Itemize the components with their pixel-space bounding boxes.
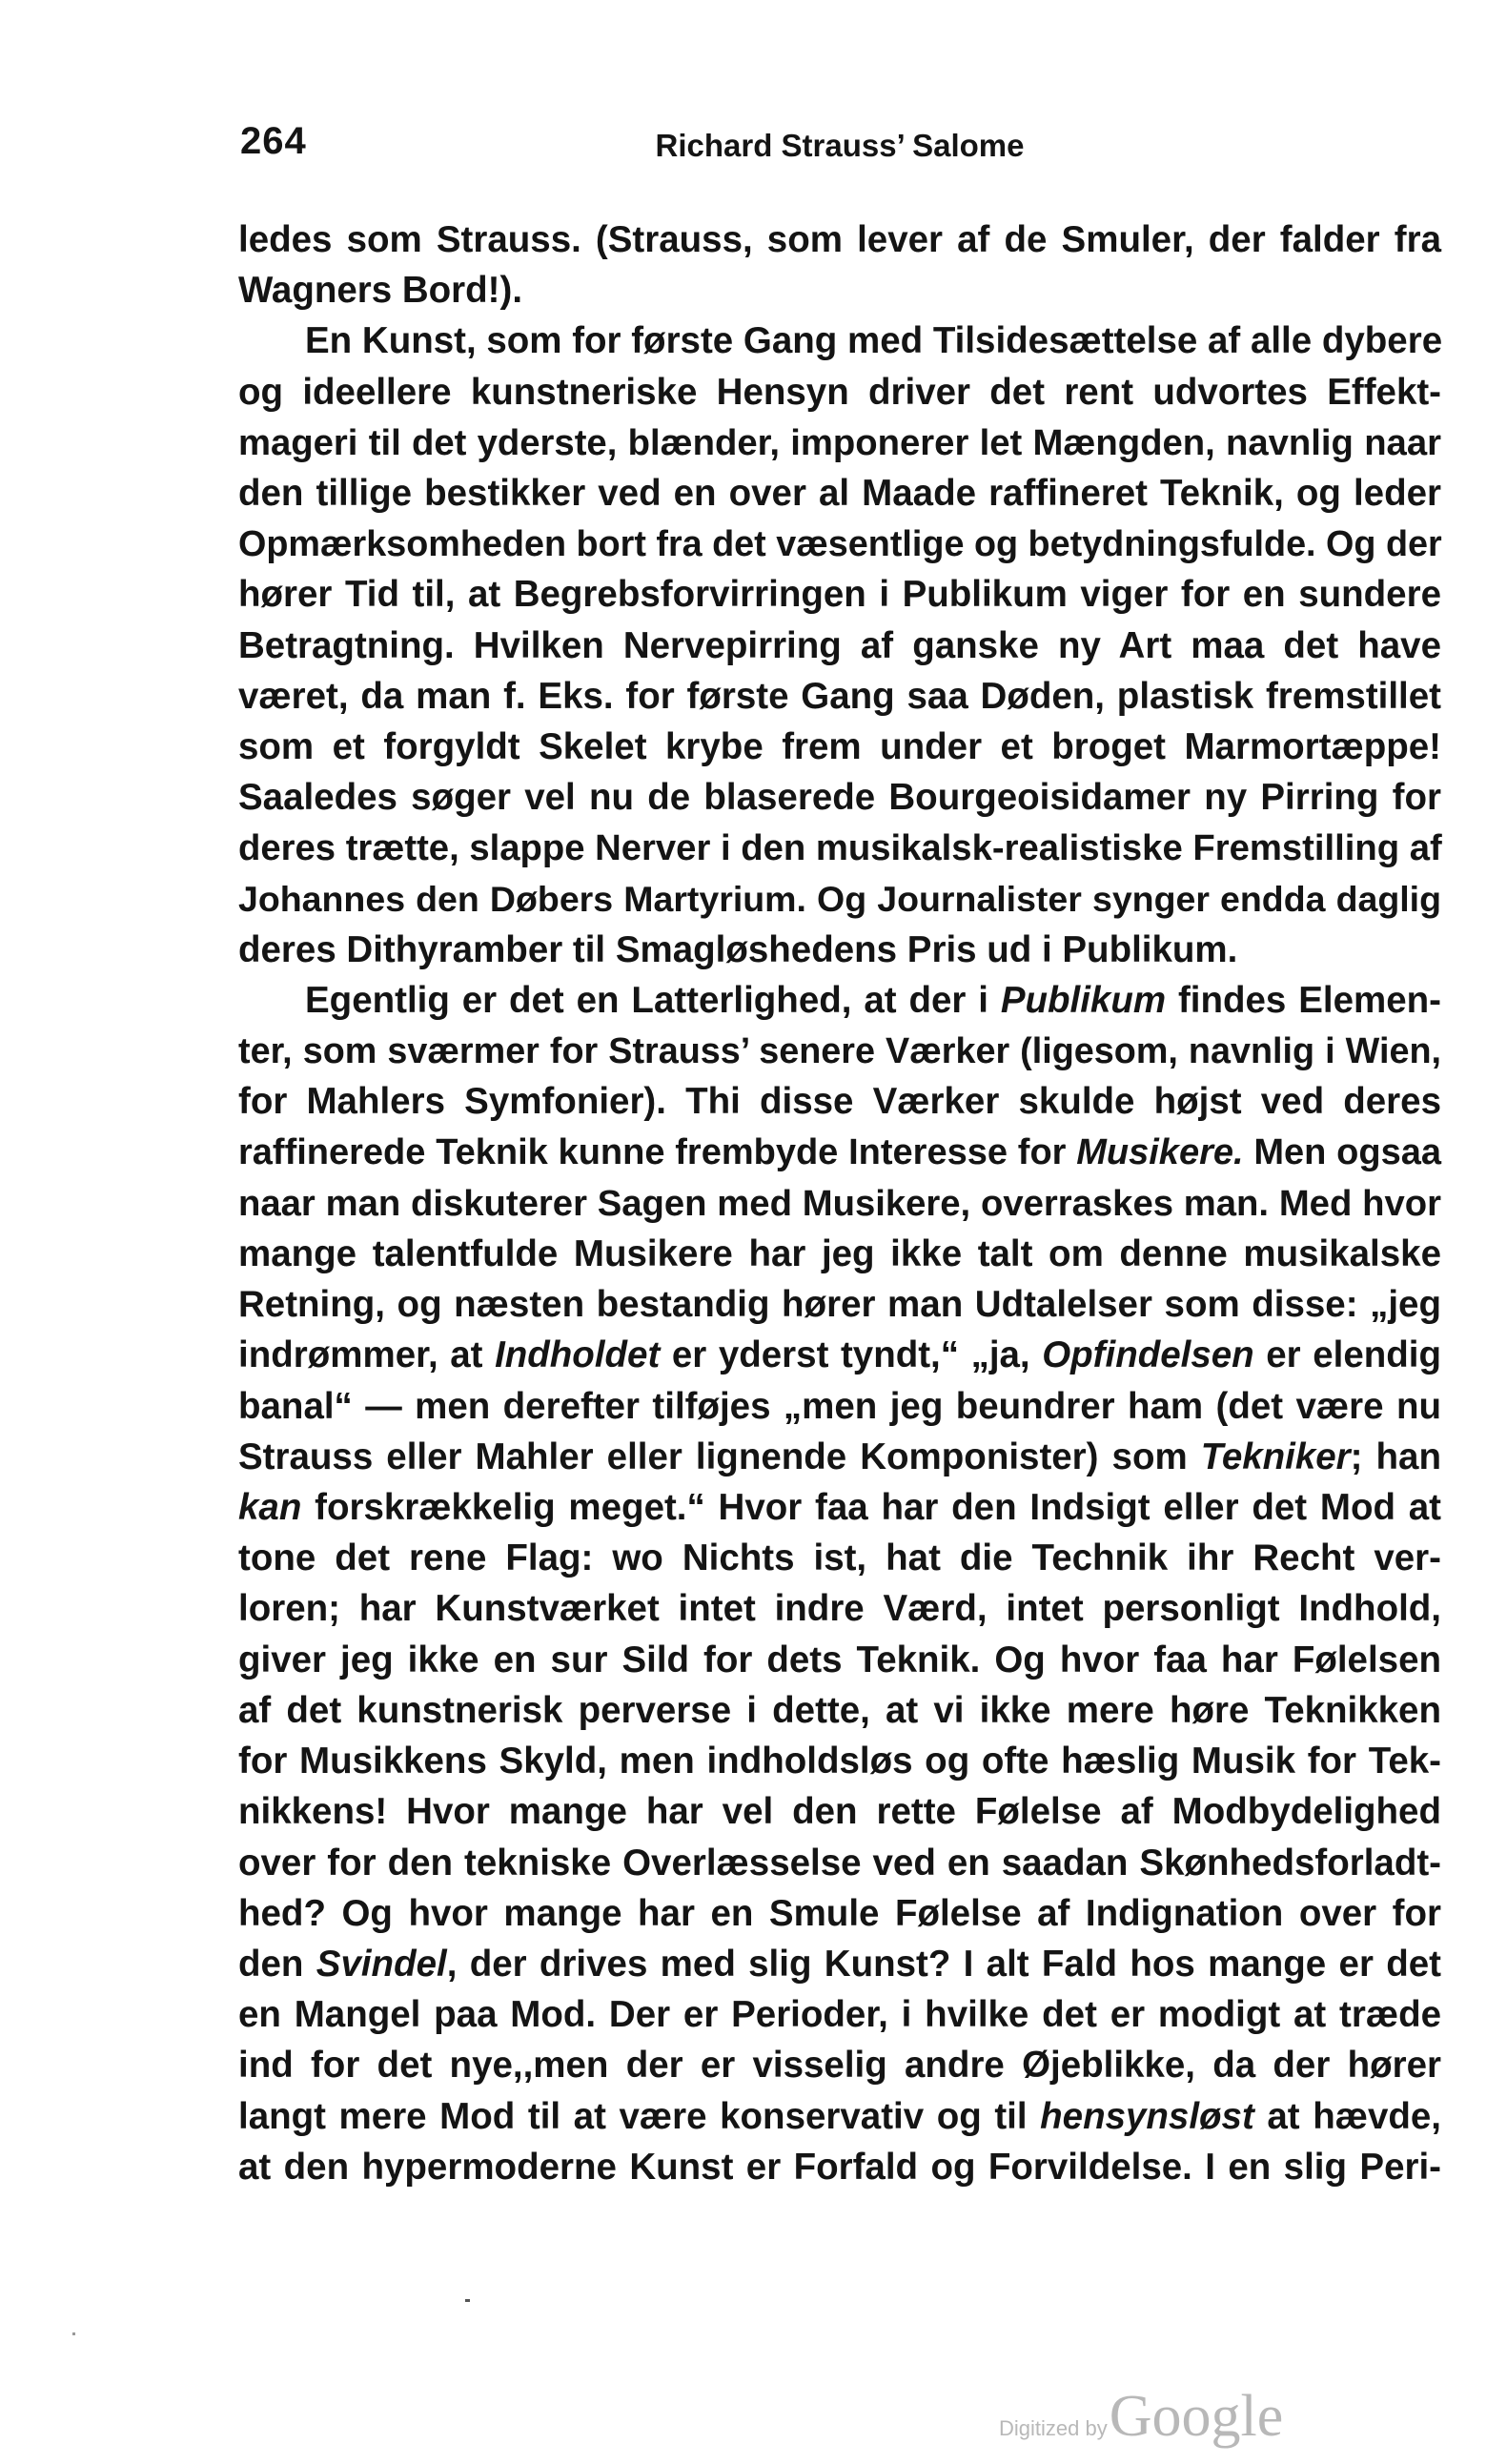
text-line xyxy=(238,2142,1441,2192)
text-run: den xyxy=(238,1943,316,1985)
text-run: deres trætte, slappe Nerver i den musikalsk-realistiske Fremstilling af xyxy=(238,827,1442,869)
scan-speck xyxy=(465,2299,470,2302)
text-line xyxy=(238,265,1441,316)
text-run: banal“ — men derefter tilføjes „men jeg beundrer ham (det være nu xyxy=(238,1385,1441,1427)
text-line xyxy=(238,2091,1441,2142)
text-run: hed? Og hvor mange har en Smule Følelse af Indignation over for xyxy=(238,1892,1441,1934)
text-run: er yderst tyndt,“ „ja, xyxy=(660,1334,1043,1376)
text-run: er elendig xyxy=(1253,1334,1442,1376)
text-run: nikkens! Hvor mange har vel den rette Følelse af Modbydelighed xyxy=(238,1791,1441,1833)
text-line xyxy=(238,367,1441,417)
text-line xyxy=(238,1736,1441,1786)
text-line xyxy=(238,925,1441,975)
text-run: og ideellere kunstneriske Hensyn driver det rent udvortes Effekt- xyxy=(238,371,1441,413)
text-line xyxy=(238,214,1441,265)
text-line xyxy=(238,316,1441,366)
text-run: Betragtning. Hvilken Nervepirring af ganske ny Art maa det have xyxy=(238,624,1441,666)
text-run: Johannes den Døbers Martyrium. Og Journalister synger endda daglig xyxy=(238,878,1441,919)
text-run: , der drives med slig Kunst? I alt Fald hos mange er det xyxy=(446,1943,1441,1985)
text-run: været, da man f. Eks. for første Gang saa Døden, plastisk fremstillet xyxy=(238,675,1441,717)
page-number: 264 xyxy=(240,120,307,162)
text-line xyxy=(238,1229,1441,1279)
text-run: giver jeg ikke en sur Sild for dets Teknik. Og hvor faa har Følelsen xyxy=(238,1639,1441,1680)
text-run: naar man diskuterer Sagen med Musikere, overraskes man. Med hvor xyxy=(238,1182,1441,1224)
text-line xyxy=(238,1685,1441,1736)
text-run: hører Tid til, at Begrebsforvirringen i Publikum viger for en sundere xyxy=(238,574,1441,616)
text-run: en Mangel paa Mod. Der er Perioder, i hvilke det er modigt at træde xyxy=(238,1994,1441,2036)
text-run: En Kunst, som for første Gang med Tilsidesættelse af alle dybere xyxy=(305,320,1443,362)
text-run: at den hypermoderne Kunst er Forfald og Forvildelse. I en slig Peri- xyxy=(238,2146,1441,2188)
text-line xyxy=(238,2040,1441,2090)
text-line xyxy=(238,1888,1441,1939)
text-line xyxy=(238,1838,1441,1888)
text-run: Men ogsaa xyxy=(1243,1131,1441,1172)
text-line xyxy=(238,671,1441,722)
text-run: deres Dithyramber til Smagløshedens Pris ud i Publikum. xyxy=(238,928,1238,970)
scan-speck xyxy=(72,2332,75,2335)
text-run: over for den tekniske Overlæsselse ved en saadan Skønhedsforladt- xyxy=(238,1842,1441,1884)
text-line xyxy=(238,1381,1441,1432)
text-run: Retning, og næsten bestandig hører man Udtalelser som disse: „jeg xyxy=(238,1284,1441,1326)
text-run: Opmærksomheden bort fra det væsentlige og betydningsfulde. Og der xyxy=(238,523,1442,564)
text-run: raffinerede Teknik kunne frembyde Interesse for xyxy=(238,1131,1077,1172)
italic-term: Indholdet xyxy=(495,1334,661,1376)
running-title: Richard Strauss’ Salome xyxy=(655,128,1025,163)
text-run: Strauss eller Mahler eller lignende Komponister) som xyxy=(238,1436,1201,1477)
text-line xyxy=(238,1076,1441,1127)
italic-term: Tekniker xyxy=(1200,1436,1351,1477)
body-text xyxy=(238,214,1441,2192)
italic-term: Opfindelsen xyxy=(1042,1334,1254,1376)
text-run: som et forgyldt Skelet krybe frem under et broget Marmortæppe! xyxy=(238,726,1441,768)
text-run: Saaledes søger vel nu de blaserede Bourgeoisidamer ny Pirring for xyxy=(238,777,1441,819)
text-line xyxy=(238,1482,1441,1533)
text-run: tone det rene Flag: wo Nichts ist, hat die Technik ihr Recht ver- xyxy=(238,1537,1441,1579)
text-line xyxy=(238,468,1441,519)
italic-term: Musikere. xyxy=(1076,1131,1244,1172)
page-header xyxy=(240,120,1439,177)
text-line xyxy=(238,417,1441,468)
google-logo: Google xyxy=(1109,2384,1284,2449)
text-run: forskrækkelig meget.“ Hvor faa har den Indsigt eller det Mod at xyxy=(301,1487,1441,1529)
text-line xyxy=(238,1786,1441,1837)
text-line xyxy=(238,1989,1441,2040)
text-run: for Musikkens Skyld, men indholdsløs og ofte hæslig Musik for Tek- xyxy=(238,1741,1441,1782)
watermark-prefix: Digitized by xyxy=(999,2416,1108,2440)
text-line xyxy=(238,1583,1441,1634)
italic-term: kan xyxy=(238,1487,302,1529)
text-run: mageri til det yderste, blænder, imponerer let Mængden, navnlig naar xyxy=(238,421,1441,463)
text-line xyxy=(238,975,1441,1026)
text-run: af det kunstnerisk perverse i dette, at vi ikke mere høre Teknikken xyxy=(238,1689,1441,1731)
text-line xyxy=(238,772,1441,823)
text-run: ledes som Strauss. (Strauss, som lever af de Smuler, der falder fra xyxy=(238,219,1441,260)
text-run: for Mahlers Symfonier). Thi disse Værker skulde højst ved deres xyxy=(238,1081,1441,1123)
text-run: den tillige bestikker ved en over al Maade raffineret Teknik, og leder xyxy=(238,473,1441,515)
text-line xyxy=(238,874,1441,925)
text-line xyxy=(238,1939,1441,1989)
text-line xyxy=(238,1432,1441,1482)
text-run: mange talentfulde Musikere har jeg ikke talt om denne musikalske xyxy=(238,1233,1441,1275)
text-run: loren; har Kunstværket intet indre Værd, intet personligt Indhold, xyxy=(238,1588,1441,1630)
text-line xyxy=(238,823,1441,873)
text-line xyxy=(238,1128,1441,1178)
text-line xyxy=(238,1279,1441,1330)
digitized-by-google-watermark xyxy=(999,2383,1284,2449)
text-run: at hævde, xyxy=(1253,2095,1441,2137)
text-run: ; han xyxy=(1350,1436,1441,1477)
text-line xyxy=(238,1533,1441,1583)
text-line xyxy=(238,569,1441,620)
italic-term: Svindel xyxy=(316,1943,447,1985)
text-run: ind for det nye,,men der er visselig andre Øjeblikke, da der hører xyxy=(238,2045,1441,2087)
text-line xyxy=(238,621,1441,671)
italic-term: hensynsløst xyxy=(1040,2095,1254,2137)
text-line xyxy=(238,1026,1441,1076)
text-run: Egentlig er det en Latterlighed, at der i xyxy=(305,980,1001,1022)
italic-term: Publikum xyxy=(1000,980,1167,1022)
text-run: Wagners Bord!). xyxy=(238,270,523,312)
text-run: ter, som sværmer for Strauss’ senere Værker (ligesom, navnlig i Wien, xyxy=(238,1030,1441,1071)
text-line xyxy=(238,1330,1441,1380)
text-run: findes Elemen- xyxy=(1166,980,1441,1022)
text-run: langt mere Mod til at være konservativ og til xyxy=(238,2095,1041,2137)
text-line xyxy=(238,722,1441,772)
text-line xyxy=(238,1178,1441,1229)
text-line xyxy=(238,1635,1441,1685)
text-line xyxy=(238,519,1441,569)
text-run: indrømmer, at xyxy=(238,1334,496,1376)
